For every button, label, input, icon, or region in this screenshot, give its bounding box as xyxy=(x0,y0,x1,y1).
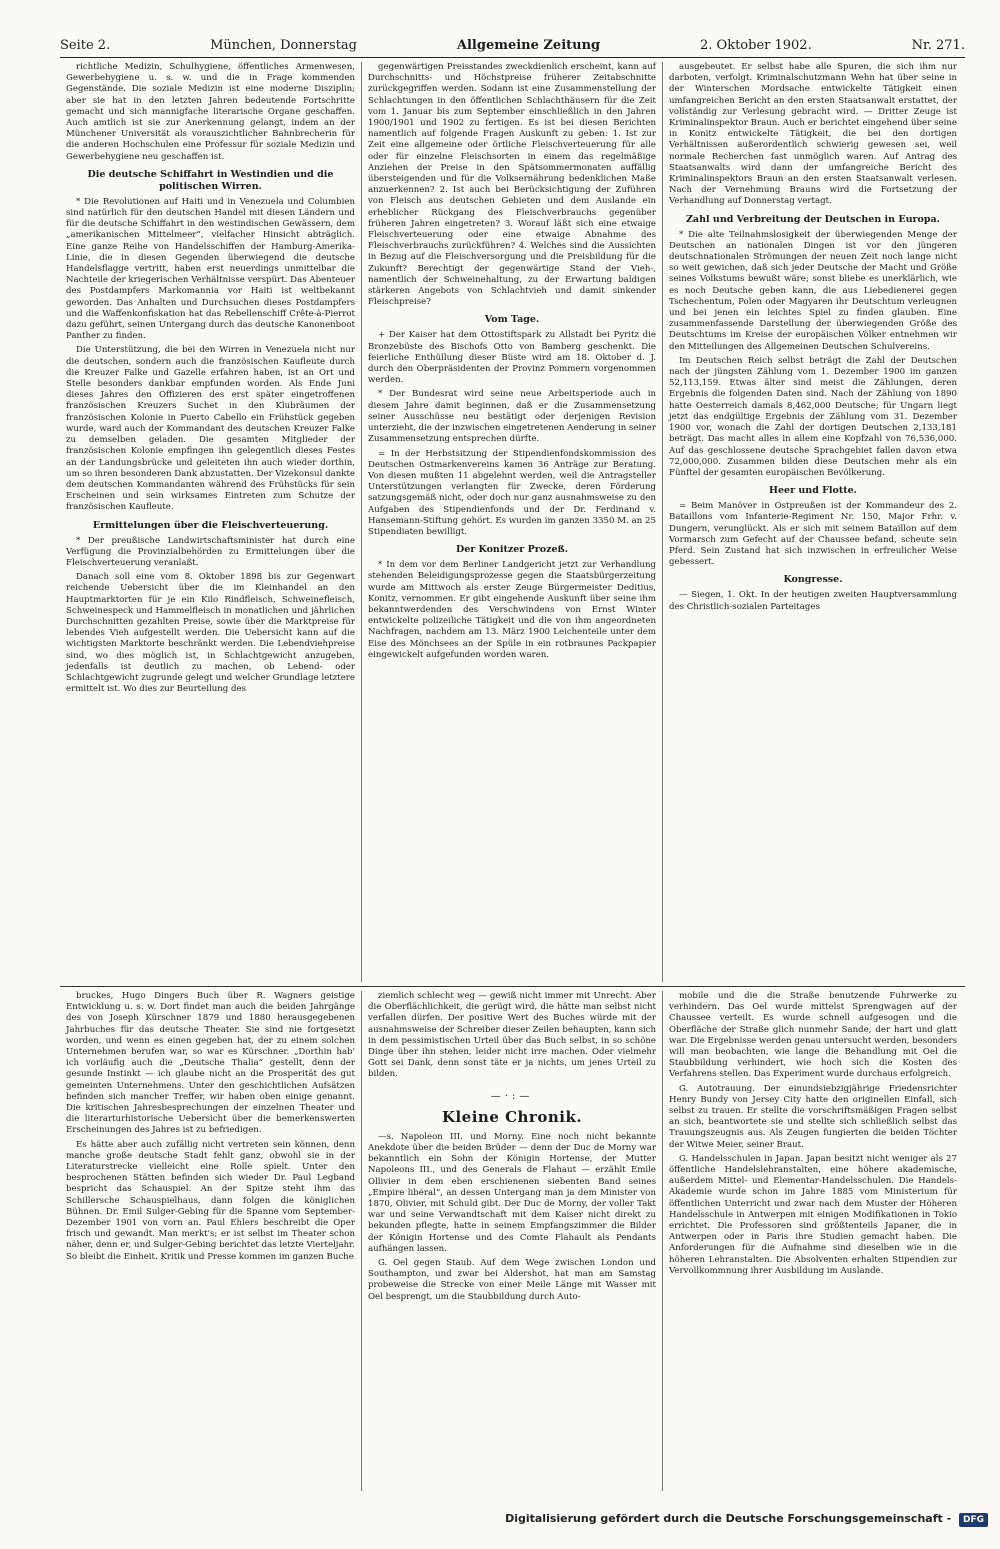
lower-section xyxy=(60,991,965,1491)
article-heading: Die deutsche Schiffahrt in Westindien und die politischen Wirren. xyxy=(87,168,334,192)
section-title: Kleine Chronik. xyxy=(441,1107,583,1126)
article-text: * Die alte Teilnahmslosigkeit der überwiegenden Menge der Deutschen an nationalen Dingen ist vor den jüngeren deutschnationalen Strömungen der neuen Zeit noch lange nicht so weit gewichen, daß sich jeder Deutsche der Macht und Größe seines Volkstums bewußt wäre; sonst bliebe es unerklärlich, wie es noch Deutsche geben kann, die aus Liebedienerei gegen Tschechentum, Polen oder Magyaren ihr Deutschtum verleugnen und bei jenen ein leichtes Spiel zu finden glauben. Eine zusammenfassende Darstellung der überwiegenden Größe des Deutschtums im Kreise der europäischen Völker entnehmen wir den Mitteilungen des Allgemeinen Deutschen Schulvereins. xyxy=(669,229,957,352)
article-text: = Beim Manöver in Ostpreußen ist der Kommandeur des 2. Bataillons vom Infanterie-Regiment Nr. 150, Major Frhr. v. Dungern, verunglückt. Als er sich mit seinem Bataillon auf dem Vormarsch zum Gefecht auf der Chaussee befand, scheute sein Pferd. Sein Zustand hat sich inzwischen in erfreulicher Weise gebessert. xyxy=(669,501,957,568)
article-text: mobile und die die Straße benutzende Fuhrwerke zu verhindern. Das Oel wurde mittelst Sprengwagen auf der Chaussee verteilt. Es wurde schnell aufgesogen und die Oberfläche der Straße glich nunmehr Sande, der hart und glatt war. Die Ergebnisse werden genau untersucht werden, besonders will man beobachten, wie lange die Behandlung mit Oel die Staubbildung verhindert, wie hoch sich die Kosten des Verfahrens stellen. Das Experiment wurde durchaus erfolgreich. xyxy=(669,991,958,1080)
article-text: gegenwärtigen Preisstandes zweckdienlich erscheint, kann auf Durchschnitts- und Höchstpreise früherer Zeitabschnitte zurückgegriffen werden. Sodann ist eine Zusammenstellung der Schlachtungen in den öffentlichen Schlachthäusern für die Zeit vom 1. Januar bis zum September einschließlich in den Jahren 1900/1901 und 1902 zu fertigen. Es ist bei diesen Berichten namentlich auf folgende Fragen Auskunft zu geben: 1. Ist zur Zeit eine allgemeine oder örtliche Fleischverteuerung für alle oder für einzelne Fleischsorten in einem das regelmäßige Anziehen der Preise in den Spätsommermonaten auffällig übersteigenden und für die Volksernährung bedenklichen Maße anzuerkennen? 2. Ist auch bei Berücksichtigung der Zuführen von Fleisch aus deutschen Gebieten und dem Auslande ein erheblicher Rückgang des Fleischverbrauchs gegenüber früheren Jahren eingetreten? 3. Worauf läßt sich eine etwaige Fleischverteuerung oder eine etwaige Abnahme des Fleischverbrauchs zurückführen? 4. Welches sind die Aussichten in Bezug auf die Fleischversorgung und die Preisbildung für die Zukunft? Berechtigt der gegenwärtige Stand der Vieh-, namentlich der Schweinehaltung, zu der Erwartung baldigen stärkeren Angebots von Schlachtvieh und damit sinkender Fleischpreise? xyxy=(368,62,656,308)
column-3 xyxy=(662,62,963,982)
running-head xyxy=(60,38,965,58)
place-day: München, Donnerstag xyxy=(210,38,358,53)
article-text: G. Oel gegen Staub. Auf dem Wege zwischen London und Southampton, und zwar bei Aldershot, hat man am Samstag probeweise die Strecke von einer Meile Länge mit Wasser mit Oel besprengt, um die Staubbildung durch Auto- xyxy=(368,1258,656,1302)
article-text: Es hätte aber auch zufällig nicht vertreten sein können, denn manche große deutsche Stadt fehlt ganz, obwohl sie in der Literaturstrecke vielleicht eine Rolle spielt. Unter den besprochenen Stätten befinden sich wieder Dr. Paul Legband bespricht das Schauspiel. An der Spitze steht ihm das Schillersche Schauspielhaus, dann folgen die königlichen Bühnen. Dr. Emil Sulger-Gebing für die Spanne vom September-Dezember 1901 von vorn an. Paul Ehlers beschreibt die Oper frisch und gewandt. Man merkt's; er ist selbst im Theater schon näher, denn er, und Sulger-Gebing berichtet das letzte Vierteljahr. So bleibt die Einheit. Kritik und Presse kommen im ganzen Buche xyxy=(66,1139,355,1262)
column-6 xyxy=(662,991,963,1491)
column-5 xyxy=(361,991,662,1491)
article-text: Im Deutschen Reich selbst beträgt die Zahl der Deutschen nach der jüngsten Zählung vom 1. Dezember 1900 im ganzen 52,113,159. Etwas älter sind meist die Zählungen, deren Ergebnis die folgenden Daten sind. Nach der Zählung von 1890 hatte Oesterreich damals 8,462,000 Deutsche; für Ungarn liegt jetzt das endgültige Ergebnis der Zählung vom 31. Dezember 1900 vor, wonach die Zahl der dortigen Deutschen 2,133,181 beträgt. Das macht alles in allem eine Kopfzahl von 76,536,000. Auf das geschlossene deutsche Sprachgebiet fallen davon etwa 72,000,000. Zusammen bilden diese Deutschen mehr als ein Fünftel der gesamten europäischen Bevölkerung. xyxy=(669,355,957,478)
column-1 xyxy=(60,62,361,982)
article-text: * In dem vor dem Berliner Landgericht jetzt zur Verhandlung stehenden Beleidigungsprozesse gegen die Staatsbürgerzeitung wurde am Mittwoch als erster Zeuge Bürgermeister Deditius, Konitz, vernommen. Er gibt eingehende Auskunft über seine ihm bekanntwerdenden des Verschwindens von Ernst Winter entwickelte polizeiliche Tätigkeit und die von ihm angeordneten Nachfragen, nachdem am 13. März 1900 Leichenteile unter dem Eise des Mönchsees an der Spüle in ein rotbraunes Packpapier eingewickelt aufgefunden worden waren. xyxy=(368,560,656,660)
ornament-divider: —·:— xyxy=(490,1090,534,1102)
article-heading: Der Konitzer Prozeß. xyxy=(455,544,569,556)
article-text: + Der Kaiser hat dem Ottostiftspark zu Allstadt bei Pyritz die Bronzebüste des Bischofs Otto von Bamberg geschenkt. Die feierliche Enthüllung dieser Büste wird am 18. Oktober d. J. durch den Oberpräsidenten der Provinz Pommern vorgenommen werden. xyxy=(368,330,656,386)
article-text: Die Unterstützung, die bei den Wirren in Venezuela nicht nur die deutschen, sondern auch die französischen Kaufleute durch die Kreuzer Falke und Gazelle erfahren haben, ist an Ort und Stelle besonders dankbar empfunden worden. Als Ende Juni dieses Jahres den Offizieren des erst später eingetroffenen französischen Kreuzers Suchet in den Klubräumen der französischen Kolonie in Puerto Cabello ein Frühstück gegeben wurde, ward auch der Kommandant des deutschen Kreuzer Falke zu demselben geladen. Die gesamten Mitglieder der französischen Kolonie empfingen ihn gelegentlich dieses Festes an der Landungsbrücke und geleiteten ihn auch wieder dorthin, um so ihren besonderen Dank abzustatten. Der Vizekonsul dankte dem deutschen Kommandanten während des Frühstücks für sein Erscheinen und sein wirksames Eintreten zum Schutze der französischen Kaufleute. xyxy=(66,345,355,513)
article-text: Danach soll eine vom 8. Oktober 1898 bis zur Gegenwart reichende Uebersicht über die im Kleinhandel an den Hauptmarktorten für je ein Kilo Rindfleisch, Schweinefleisch, Schweinespeck und Hammelfleisch in monatlichen und jährlichen Durchschnitten gezahlten Preise, sowie über die Marktpreise für lebendes Vieh aufgestellt werden. Die Uebersicht kann auf die wichtigsten Marktorte beschränkt werden. Die Lebendviehpreise sind, wo dies möglich ist, in Schlachtgewicht anzugeben, jedenfalls ist deutlich zu machen, ob Lebend- oder Schlachtgewicht zugrunde gelegt und welcher Grundlage letztere ermittelt ist. Wo dies zur Beurteilung des xyxy=(66,572,355,695)
section-divider xyxy=(60,986,965,987)
article-heading: Ermittelungen über die Fleischverteuerung. xyxy=(92,519,329,531)
column-4 xyxy=(60,991,361,1491)
masthead-title: Allgemeine Zeitung xyxy=(456,38,601,53)
page-number: Seite 2. xyxy=(60,38,111,53)
article-text: — Siegen, 1. Okt. In der heutigen zweiten Hauptversammlung des Christlich-sozialen Parteitages xyxy=(669,590,957,612)
article-text: * Der preußische Landwirtschaftsminister hat durch eine Verfügung die Provinzialbehörden zu Ermittelungen über die Fleischverteuerung veranlaßt. xyxy=(66,535,355,568)
article-heading: Zahl und Verbreitung der Deutschen in Europa. xyxy=(686,213,940,225)
article-text: G. Handelsschulen in Japan. Japan besitzt nicht weniger als 27 öffentliche Handelslehranstalten, eine höhere akademische, außerdem Mittel- und Elementar-Handelsschulen. Die Handels-Akademie wurde schon im Jahre 1885 vom Ministerium für öffentlichen Unterricht und zwar nach dem Muster der Höheren Handelsschule in Antwerpen mit einigen Modifikationen in Tokio errichtet. Die Professoren sind größtenteils Japaner, die in Antwerpen oder in Paris ihre Studien gemacht haben. Die Anforderungen für die Aufnahme sind dieselben wie in die höheren Lehranstalten. Die Absolventen erhalten Stipendien zur Vervollkommnung ihrer Ausbildung im Auslande. xyxy=(669,1153,957,1276)
article-text: ausgebeutet. Er selbst habe alle Spuren, die sich ihm nur darboten, verfolgt. Kriminalschutzmann Wehn hat über seine in der Winterschen Mordsache entwickelte Tätigkeit einen umfangreichen Bericht an den ersten Staatsanwalt erstattet, der vollständig zur Verlesung gebracht wird. — Dritter Zeuge ist Kriminalinspektor Braun. Auch er berichtet eingehend über seine in Konitz entwickelte Tätigkeit, die bei den dortigen Verhältnissen außerordentlich schwierig gewesen sei, weil normale Recherchen fast unmöglich waren. Auf Antrag des Staatsanwalts wird dann der umfangreiche Bericht des Kriminalinspektors Braun an den ersten Staatsanwalt verlesen. Nach der Vernehmung Brauns wird die Fortsetzung der Verhandlung auf Donnerstag vertagt. xyxy=(669,62,957,207)
article-text: * Der Bundesrat wird seine neue Arbeitsperiode auch in diesem Jahre damit beginnen, daß er die Zusammensetzung seiner Ausschüsse neu bestätigt oder derjenigen Revision unterzieht, die der inzwischen eingetretenen Aenderung in seiner Zusammensetzung entsprechen dürfte. xyxy=(368,389,656,445)
dfg-logo: DFG xyxy=(959,1513,988,1527)
newspaper-page xyxy=(60,38,965,1491)
upper-section xyxy=(60,62,965,982)
article-text: = In der Herbstsitzung der Stipendienfondskommission des Deutschen Ostmarkenvereins kamen 36 Anträge zur Beratung. Von diesen mußten 11 abgelehnt werden, weil die Antragsteller Unterstützungen verlangten für Zwecke, deren Förderung satzungsgemäß nicht, oder doch nur ganz ausnahmsweise zu den Aufgaben des Stipendienfonds und der Dr. Ferdinand v. Hansemann-Stiftung gehört. Es wurden im ganzen 3350 M. an 25 Stipendiaten bewilligt. xyxy=(368,448,656,537)
article-heading: Kongresse. xyxy=(783,574,843,586)
digitization-credit xyxy=(0,1512,1000,1527)
article-heading: Heer und Flotte. xyxy=(769,485,857,497)
article-text: ziemlich schlecht weg — gewiß nicht immer mit Unrecht. Aber die Oberflächlichkeit, die gerügt wird, die hätte man selbst nicht verfallen dürfen. Der positive Wert des Buches würde mit der ausnahmsweise der Schreiber dieser Zeilen behaupten, kann sich in dem pessimistischen Urteil über das Buch selbst, in so schöne Dinge über ihn stehen, leider nicht irre machen. Oder vielmehr Gott sei Dank, denn sonst täte er ja nichts, um jenes Urteil zu bilden. xyxy=(368,991,656,1080)
issue-number: Nr. 271. xyxy=(911,38,965,53)
credit-text: Digitalisierung gefördert durch die Deutsche Forschungsgemeinschaft - xyxy=(505,1512,952,1525)
article-text: —s. Napoleon III. und Morny. Eine noch nicht bekannte Anekdote über die beiden Brüder — denn der Duc de Morny war bekanntlich ein Sohn der Königin Hortense, der Mutter Napoleons III., und des Generals de Flahaut — erzählt Emile Ollivier in dem eben erschienenen siebenten Band seines „Empire libéral“, an dessen Untergang man ja dem Minister von 1870, Olivier, mit Schuld gibt. Der Duc de Morny, der voller Takt war und seine Verwandtschaft mit dem Kaiser nicht direkt zu bekunden pflegte, hatte in seinem Empfangszimmer die Bilder der Königin Hortense und des Comte Flahault als Pendants aufhängen lassen. xyxy=(368,1131,656,1254)
column-2 xyxy=(361,62,662,982)
article-text: * Die Revolutionen auf Haiti und in Venezuela und Columbien sind natürlich für den deutschen Handel mit diesen Ländern und für die deutsche Schiffahrt in den westindischen Gewässern, dem „amerikanischen Mittelmeer“, vielfacher Hinsicht abträglich. Eine ganze Reihe von Handelsschiffen der Hamburg-Amerika-Linie, die in diesen Gegenden überwiegend die deutsche Handelsflagge vertritt, haben erst neuerdings unmittelbar die Nachteile der kriegerischen Verhältnisse verspürt. Das Abenteuer des Postdampfers Markomannia vor Haiti ist weltbekannt geworden. Das Anhalten und Durchsuchen dieses Postdampfers und die Waffenkonfiskation hat das Rebellenschiff Crête-à-Pierrot dazu geführt, seinen Untergang durch das deutsche Kanonenboot Panther zu finden. xyxy=(66,196,355,342)
article-heading: Vom Tage. xyxy=(484,314,540,326)
article-text: G. Autotrauung. Der einundsiebzigjährige Friedensrichter Henry Bundy von Jersey City hatte den originellen Einfall, sich selbst zu trauen. Er stellte die vorschriftsmäßigen Fragen selbst an sich, beantwortete sie und stellte sich schließlich selbst das Trauungszeugnis aus. Als Zeugen fungierten die beiden Töchter der Witwe Meier, seiner Braut. xyxy=(669,1083,957,1150)
article-text: bruckes, Hugo Dingers Buch über R. Wagners geistige Entwicklung u. s. w. Dort findet man auch die beiden Jahrgänge des von Joseph Kürschner 1879 und 1880 herausgegebenen Jahrbuches für das deutsche Theater. Sie sind nie fortgesetzt worden, und wenn es einen gegeben hat, der zu einem solchen Unternehmen berufen war, so war es Kürschner. „Dorthin hab' ich vorläufig auch die „Deutsche Thalia“ gestellt, denn der gesunde Instinkt — ich glaube nicht an die Prosperität des gut gemeinten Unternehmens. Unter den geschichtlichen Aufsätzen befinden sich mancher Treffer, wir haben oben einige genannt. Die kritischen Jahresbesprechungen der einzelnen Theater und die literarturhistorische Uebersicht über die bemerkenswerten Erscheinungen des Jahres ist zu befriedigen. xyxy=(66,991,355,1136)
issue-date: 2. Oktober 1902. xyxy=(700,38,812,53)
article-text: richtliche Medizin, Schulhygiene, öffentliches Armenwesen, Gewerbehygiene u. s. w. und die in Frage kommenden Gegenstände. Die soziale Medizin ist eine moderne Disziplin; aber sie hat in den letzten Jahren bedeutende Fortschritte gemacht und sich mannigfache literarische Organe geschaffen. Auch amtlich ist sie zur Anerkennung gelangt, indem an der Münchener Universität als vorauszichtlicher Bahnbrecherin für die anderen Hochschulen eine Professur für soziale Medizin und Gewerbehygiene neu geschaffen ist. xyxy=(66,62,355,162)
